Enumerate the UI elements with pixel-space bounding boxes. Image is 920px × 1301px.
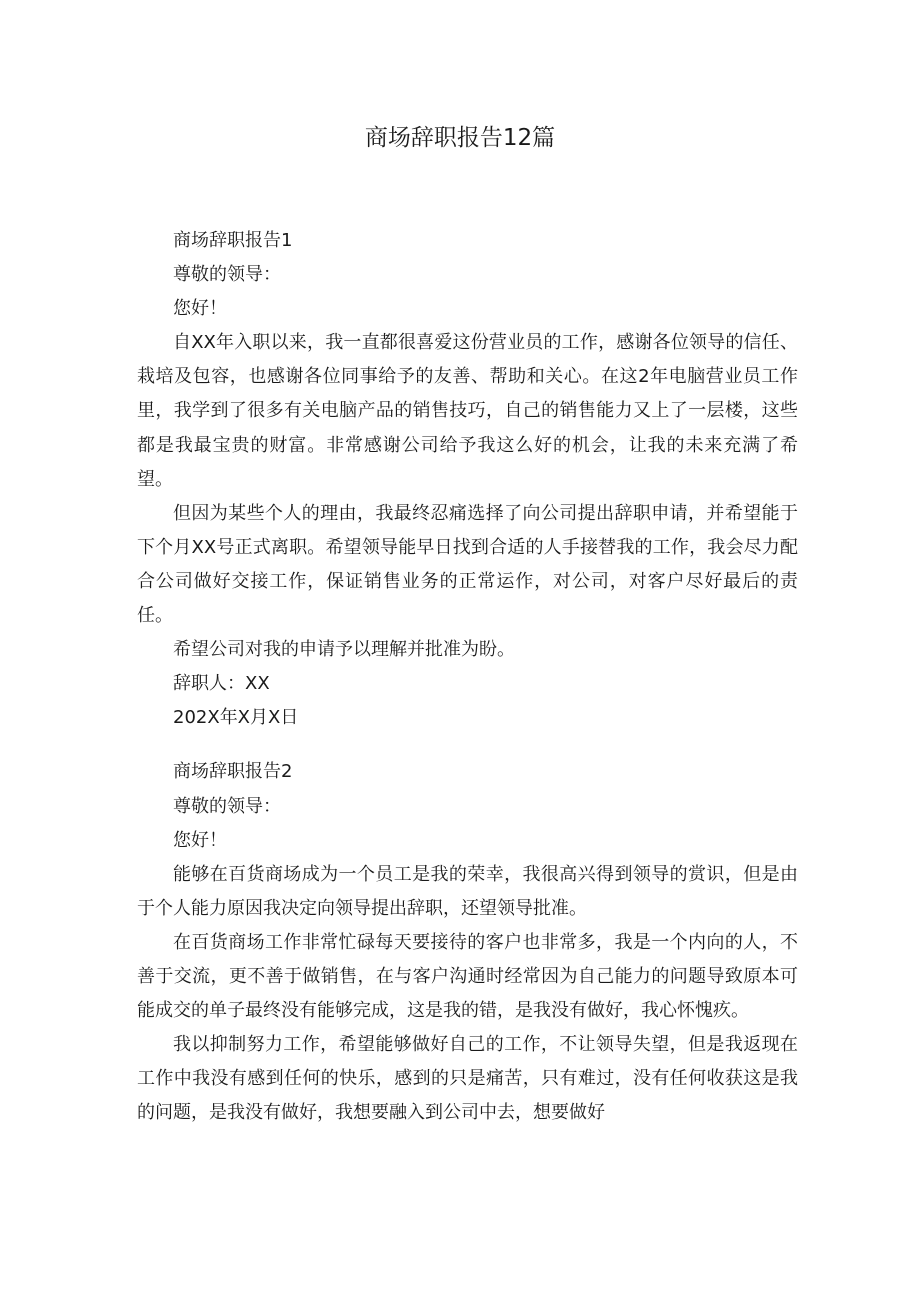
paragraph: 我以抑制努力工作，希望能够做好自己的工作，不让领导失望，但是我返现在工作中我没有感到任何的快乐，感到的只是痛苦，只有难过，没有任何收获这是我的问题，是我没有做好，我想要融入到公司中去，想要做好 [137,1034,798,1124]
salutation: 尊敬的领导： [173,795,281,817]
document-title: 商场辞职报告12篇 [364,125,556,151]
section-heading: 商场辞职报告2 [173,761,293,783]
document-body [137,224,798,1130]
date: 202X年X月X日 [173,707,299,729]
paragraph: 自XX年入职以来，我一直都很喜爱这份营业员的工作，感谢各位领导的信任、栽培及包容，也感谢各位同事给予的友善、帮助和关心。在这2年电脑营业员工作里，我学到了很多有关电脑产品的销售技巧，自己的销售能力又上了一层楼，这些都是我最宝贵的财富。非常感谢公司给予我这么好的机会，让我的未来充满了希望。 [137,332,798,490]
paragraph: 希望公司对我的申请予以理解并批准为盼。 [173,639,515,661]
paragraph: 能够在百货商场成为一个员工是我的荣幸，我很高兴得到领导的赏识，但是由于个人能力原因我决定向领导提出辞职，还望领导批准。 [137,863,798,919]
greeting: 您好！ [173,829,227,851]
section-heading: 商场辞职报告1 [173,230,293,251]
paragraph: 在百货商场工作非常忙碌每天要接待的客户也非常多，我是一个内向的人，不善于交流，更不善于做销售，在与客户沟通时经常因为自己能力的问题导致原本可能成交的单子最终没有能够完成，这是我的错，是我没有做好，我心怀愧疚。 [137,931,798,1022]
paragraph: 但因为某些个人的理由，我最终忍痛选择了向公司提出辞职申请，并希望能于下个月XX号正式离职。希望领导能早日找到合适的人手接替我的工作，我会尽力配合公司做好交接工作，保证销售业务的正常运作，对公司，对客户尽好最后的责任。 [137,502,798,627]
signer: 辞职人：XX [173,673,270,695]
salutation: 尊敬的领导： [173,264,281,286]
greeting: 您好！ [173,298,227,320]
section-spacer [137,735,798,755]
